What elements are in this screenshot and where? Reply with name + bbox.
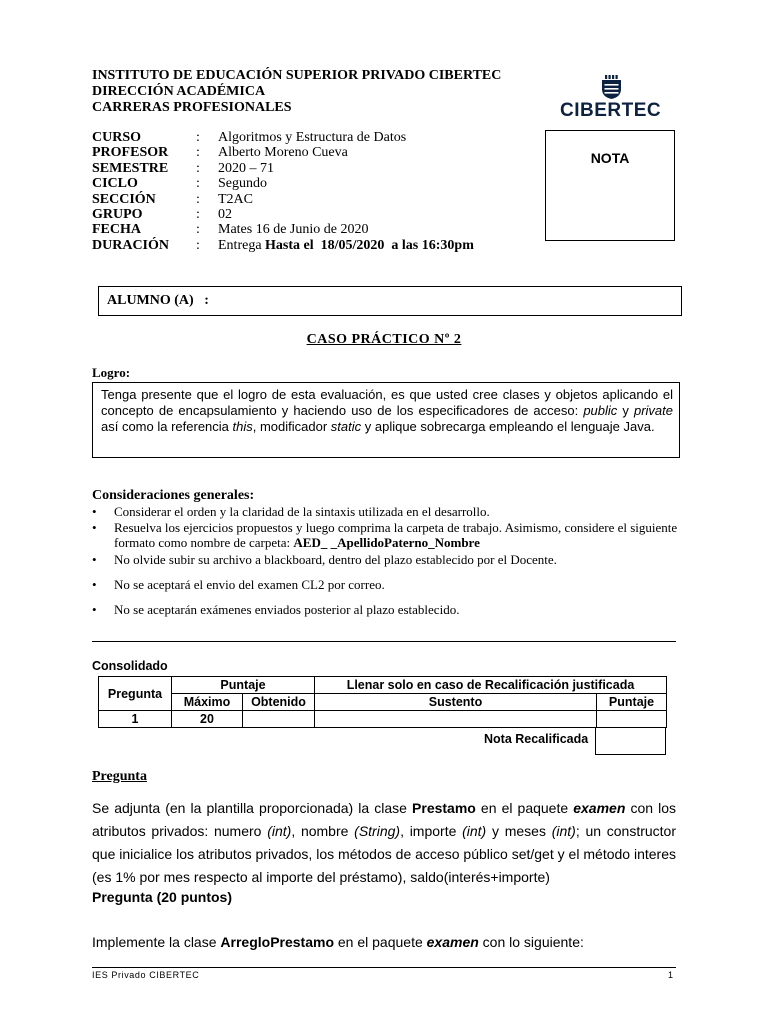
achievement-text-1: Tenga presente que el logro de esta evaluación, es que usted cree clases y objetos aplicando el concepto de encapsulamiento y haciendo uso de los especificadores de acceso:: [101, 387, 673, 418]
consolidated-label: Consolidado: [92, 659, 168, 673]
cell-puntaje[interactable]: [597, 711, 667, 728]
recalified-grade-label: Nota Recalificada: [484, 732, 589, 746]
info-colon: :: [196, 222, 200, 238]
bullet-icon: •: [92, 577, 97, 592]
info-key: PROFESOR: [92, 145, 169, 161]
info-colon: :: [196, 130, 200, 145]
implement-instruction: [92, 934, 584, 950]
header-obtenido: Obtenido: [243, 694, 315, 711]
case-title: [0, 332, 768, 348]
cell-sustento[interactable]: [315, 711, 597, 728]
question-points: Pregunta (20 puntos): [92, 889, 233, 905]
consideration-2-text: Resuelva los ejercicios propuestos y luego comprima la carpeta de trabajo. Asimismo, considere el siguiente formato como nombre de carpeta:: [114, 520, 678, 550]
header-puntaje: Puntaje: [172, 677, 315, 694]
info-colon: :: [196, 191, 200, 207]
info-colon: :: [196, 160, 200, 176]
recalified-grade-box[interactable]: [595, 727, 666, 755]
info-key: CURSO: [92, 130, 142, 145]
case-title-text: CASO PRÁCTICO Nº 2: [306, 332, 462, 347]
info-value: Segundo: [218, 176, 267, 192]
info-value: Mates 16 de Junio de 2020: [218, 222, 369, 238]
info-colon: :: [196, 145, 200, 161]
info-colon: :: [196, 176, 200, 192]
consideration-1: Considerar el orden y la claridad de la sintaxis utilizada en el desarrollo.: [114, 504, 490, 519]
achievement-label: Logro:: [92, 365, 131, 380]
info-key: SEMESTRE: [92, 160, 169, 176]
class-arreglo-prestamo: ArregloPrestamo: [220, 934, 334, 950]
paragraph-text: y meses: [486, 823, 552, 839]
institution-header: [92, 68, 501, 116]
paragraph-text: con los atributos privados: numero: [92, 800, 677, 839]
info-value: Algoritmos y Estructura de Datos: [218, 130, 407, 145]
header-pregunta: Pregunta: [99, 677, 172, 711]
info-value: Alberto Moreno Cueva: [218, 145, 348, 161]
header-puntaje-recalificado: Puntaje: [597, 694, 667, 711]
question-title: Pregunta: [92, 769, 147, 784]
consideration-4: No se aceptará el envio del examen CL2 por correo.: [114, 577, 385, 592]
cell-pregunta: 1: [99, 711, 172, 728]
info-value: [218, 238, 474, 253]
grade-label: NOTA: [590, 150, 630, 166]
info-colon: :: [196, 237, 200, 253]
info-key: CICLO: [92, 176, 138, 192]
class-prestamo: Prestamo: [412, 800, 476, 816]
achievement-this: this: [232, 419, 253, 434]
grade-box: [545, 130, 675, 241]
package-examen: examen: [426, 934, 479, 950]
info-key: DURACIÓN: [92, 237, 169, 253]
consideration-5: No se aceptarán exámenes enviados posterior al plazo establecido.: [114, 602, 460, 617]
student-name-field[interactable]: [98, 286, 682, 316]
achievement-static: static: [330, 419, 362, 434]
achievement-public: public: [583, 403, 618, 418]
type-int: (int): [551, 823, 576, 839]
duration-prefix: Entrega: [218, 237, 266, 253]
cibertec-logo: [560, 74, 664, 124]
achievement-text-2: y: [617, 403, 634, 418]
info-colon: :: [196, 206, 200, 222]
student-label: ALUMNO (A) :: [107, 293, 209, 308]
info-value: T2AC: [218, 191, 253, 207]
info-value: 02: [218, 206, 232, 222]
page-number: 1: [668, 970, 674, 980]
institution-name: INSTITUTO DE EDUCACIÓN SUPERIOR PRIVADO CIBERTEC: [92, 68, 502, 83]
instruction-text: en el paquete: [334, 934, 427, 950]
cell-obtenido[interactable]: [243, 711, 315, 728]
type-string: (String): [354, 823, 401, 839]
footer-institution: IES Privado CIBERTEC: [92, 970, 200, 980]
folder-format: AED_ _ApellidoPaterno_Nombre: [293, 535, 480, 550]
info-key: FECHA: [92, 222, 141, 238]
header-sustento: Sustento: [315, 694, 597, 711]
bullet-icon: •: [92, 602, 97, 617]
careers-name: CARRERAS PROFESIONALES: [92, 100, 292, 115]
cell-maximo: 20: [172, 711, 243, 728]
considerations-title: Consideraciones generales:: [92, 488, 255, 503]
consideration-3: No olvide subir su archivo a blackboard, dentro del plazo establecido por el Docente.: [114, 552, 557, 567]
duration-deadline: Hasta el 18/05/2020 a las 16:30pm: [265, 237, 474, 253]
package-examen: examen: [573, 800, 626, 816]
header-recalificacion: Llenar solo en caso de Recalificación justificada: [315, 677, 667, 694]
bullet-icon: •: [92, 520, 97, 535]
achievement-box: [92, 382, 680, 458]
footer-divider: [92, 967, 676, 968]
info-value: 2020 – 71: [218, 160, 274, 176]
header-maximo: Máximo: [172, 694, 243, 711]
paragraph-text: , nombre: [291, 823, 355, 839]
question-paragraph: [92, 797, 676, 889]
info-key: GRUPO: [92, 206, 143, 222]
paragraph-text: ; un constructor que inicialice los atributos privados, los métodos de acceso público set/get y el método interes (es 1% por mes respecto al importe del préstamo), saldo(interés+importe): [92, 823, 676, 885]
consolidated-table: [98, 676, 667, 728]
type-int: (int): [462, 823, 487, 839]
consideration-2: [114, 520, 684, 550]
paragraph-text: Se adjunta (en la plantilla proporcionada) la clase: [92, 800, 413, 816]
direction-name: DIRECCIÓN ACADÉMICA: [92, 84, 266, 99]
table-row: [99, 711, 667, 728]
logo-text: CIBERTEC: [560, 100, 662, 121]
instruction-text: con lo siguiente:: [478, 934, 584, 950]
achievement-private: private: [633, 403, 673, 418]
bullet-icon: •: [92, 552, 97, 567]
paragraph-text: , importe: [400, 823, 463, 839]
bullet-icon: •: [92, 504, 97, 519]
type-int: (int): [267, 823, 292, 839]
info-key: SECCIÓN: [92, 191, 156, 207]
divider: [92, 641, 676, 642]
paragraph-text: en el paquete: [475, 800, 574, 816]
achievement-text-5: y aplique sobrecarga empleando el lenguaje Java.: [361, 419, 655, 434]
achievement-text-3: así como la referencia: [101, 419, 233, 434]
crest-icon: [560, 74, 664, 100]
instruction-text: Implemente la clase: [92, 934, 221, 950]
achievement-text-4: , modificador: [252, 419, 331, 434]
